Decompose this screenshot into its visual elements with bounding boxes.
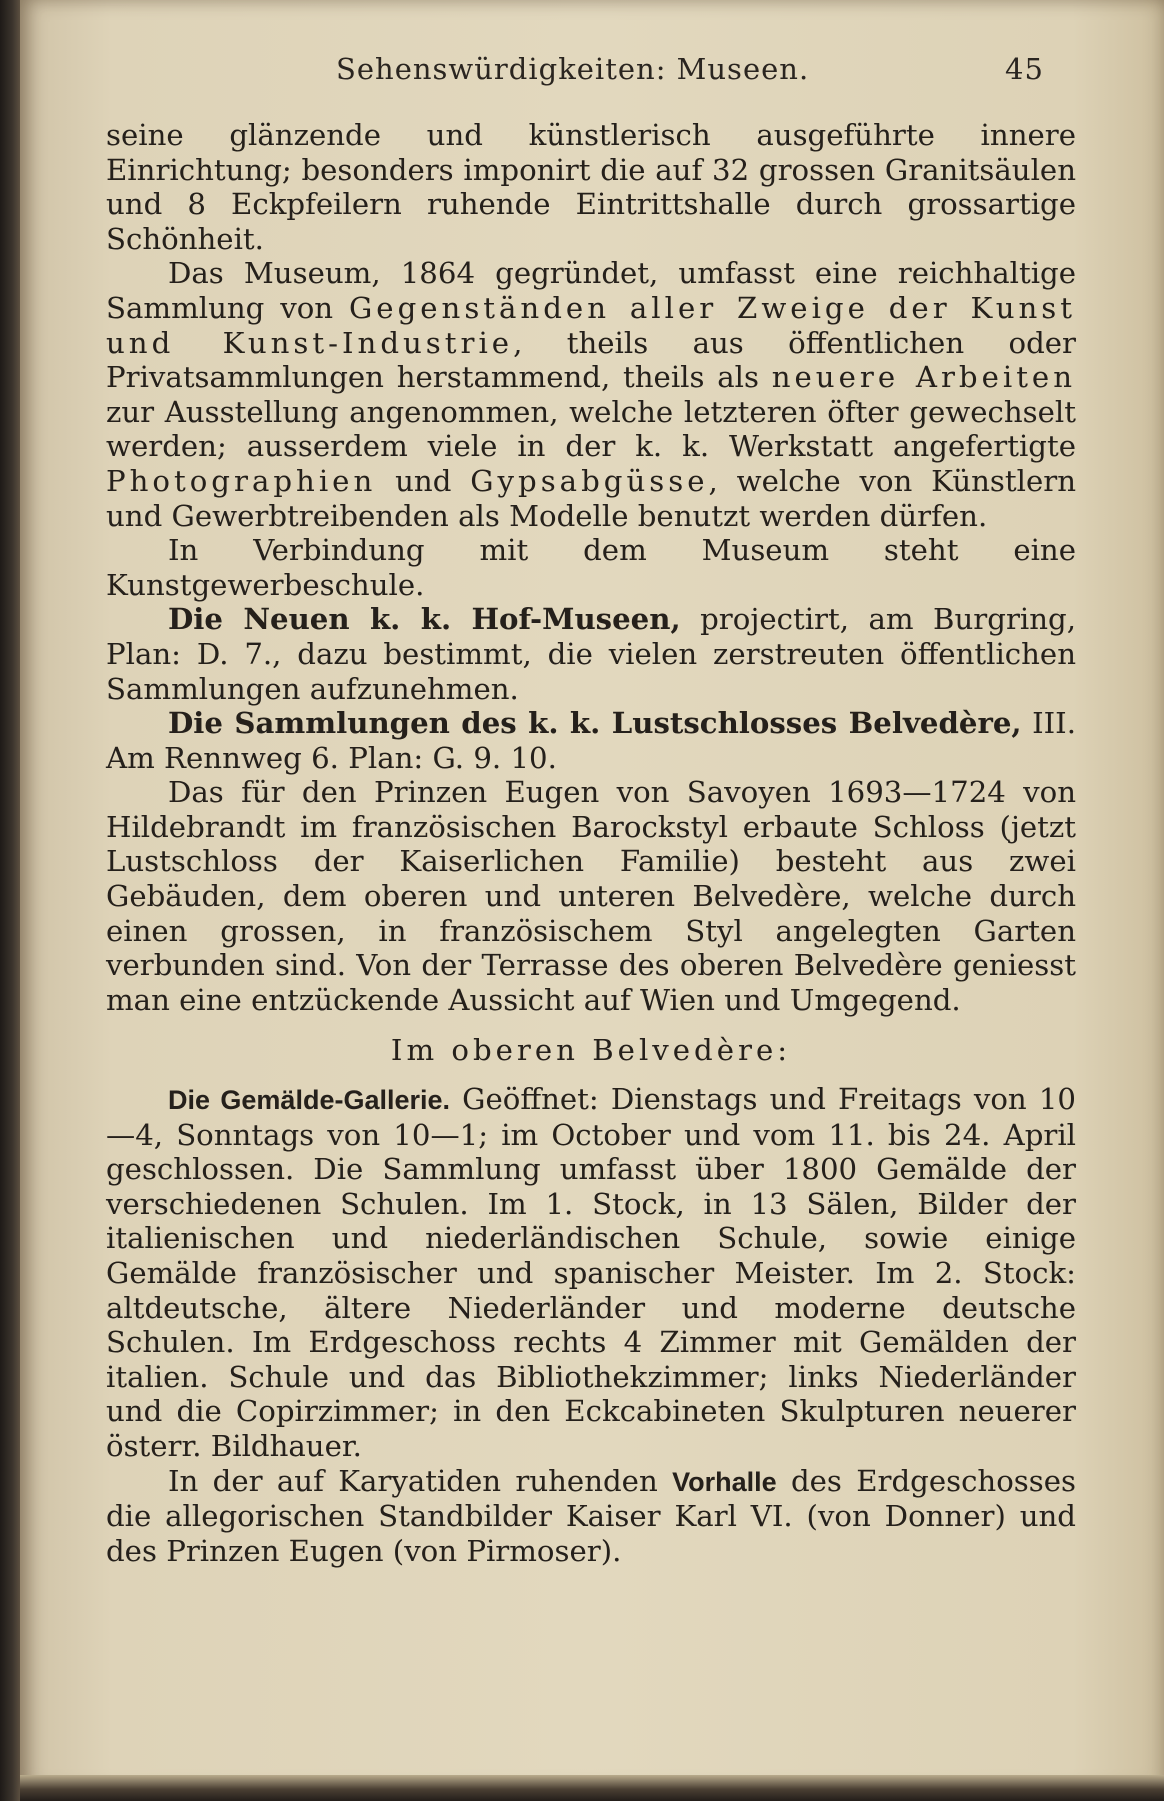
paragraph-belvedere-description	[106, 775, 1076, 1017]
page-header	[20, 52, 1164, 92]
page-number: 45	[1005, 52, 1044, 86]
paragraph-gemaelde-gallerie	[106, 1082, 1076, 1464]
text-run: In der auf Karyatiden ruhenden	[168, 1463, 673, 1498]
text-run: In Verbindung mit dem Museum steht eine Kunstgewerbeschule.	[106, 533, 1076, 602]
paragraph-interior-text: seine glänzende und künstlerisch ausgeführte innere Einrichtung; besonders imponirt die auf 32 grossen Granitsäulen und 8 Eckpfeilern ruhende Eintrittshalle durch grossartige Schönheit.	[106, 118, 1076, 256]
spaced-text: Photographien	[106, 463, 377, 498]
book-spine-shadow	[0, 0, 20, 1801]
text-run: und	[376, 463, 471, 498]
body-text	[106, 118, 1076, 1568]
text-run: III. Am Rennweg 6. Plan: G. 9. 10.	[106, 706, 1076, 775]
spaced-text: Gegenständen aller Zweige der Kunst und Kunst-Industrie	[106, 290, 1076, 360]
emphasis-text: Vorhalle	[672, 1466, 777, 1497]
paragraph-vorhalle	[106, 1464, 1076, 1569]
text-run: des Erdgeschosses die allegorischen Standbilder Kaiser Karl VI. (von Donner) und des Prinzen Eugen (von Pirmoser).	[106, 1463, 1077, 1568]
text-run: Das für den Prinzen Eugen von Savoyen 1693—1724 von Hildebrandt im französischen Barockstyl erbaute Schloss (jetzt Lustschloss der Kaiserlichen Familie) besteht aus zwei Gebäuden, dem oberen und unteren Belvedère, welche durch einen grossen, in französischem Styl angelegten Garten verbunden sind. Von der Terrasse des oberen Belvedère geniesst man eine entzückende Aussicht auf Wien und Umgegend.	[106, 775, 1076, 1017]
entry-title: Die Sammlungen des k. k. Lustschlosses Belvedère,	[168, 706, 1022, 741]
text-run: , theils aus öffentlichen oder Privatsammlungen herstammend, theils als	[106, 325, 1076, 395]
spaced-text: Gypsabgüsse	[470, 463, 709, 498]
text-run: projectirt, am Burgring, Plan: D. 7., dazu bestimmt, die vielen zerstreuten öffentlichen Sammlungen aufzunehmen.	[106, 602, 1076, 706]
book-page	[20, 0, 1164, 1801]
paragraph-museum-collection	[106, 256, 1076, 533]
text-run: , welche von Künstlern und Gewerbtreibenden als Modelle benutzt werden dürfen.	[106, 463, 1076, 533]
section-heading: Im oberen Belvedère:	[390, 1033, 792, 1068]
entry-title: Die Neuen k. k. Hof-Museen,	[168, 602, 681, 637]
spaced-text: neuere Arbeiten	[771, 360, 1076, 395]
paragraph-kunstgewerbeschule	[106, 533, 1076, 602]
paragraph-belvedere-title	[106, 706, 1076, 775]
page-bottom-edge	[20, 1775, 1164, 1801]
text-run: Das Museum, 1864 gegründet, umfasst eine reichhaltige Sammlung von	[106, 256, 1076, 325]
text-run: Geöffnet: Dienstags und Freitags von 10—4, Sonntags von 10—1; im October und vom 11. bis 24. April geschlossen. Die Sammlung umfasst über 1800 Gemälde der verschiedenen Schulen. Im 1. Stock, in 13 Sälen, Bilder der italienischen und niederländischen Schule, sowie einige Gemälde französischer und spanischer Meister. Im 2. Stock: altdeutsche, ältere Niederländer und moderne deutsche Schulen. Im Erdgeschoss rechts 4 Zimmer mit Gemälden der italien. Schule und das Bibliothekzimmer; links Niederländer und die Copirzimmer; in den Eckcabineten Skulpturen neuerer österr. Bildhauer.	[106, 1082, 1076, 1463]
paragraph-hof-museen	[106, 602, 1076, 706]
text-run: zur Ausstellung angenommen, welche letzteren öfter gewechselt werden; ausserdem viele in der k. k. Werkstatt angefertigte	[106, 394, 1076, 464]
running-head: Sehenswürdigkeiten: Museen.	[336, 52, 810, 86]
paragraph-interior	[106, 118, 1076, 256]
entry-title: Die Gemälde-Gallerie.	[168, 1085, 451, 1116]
